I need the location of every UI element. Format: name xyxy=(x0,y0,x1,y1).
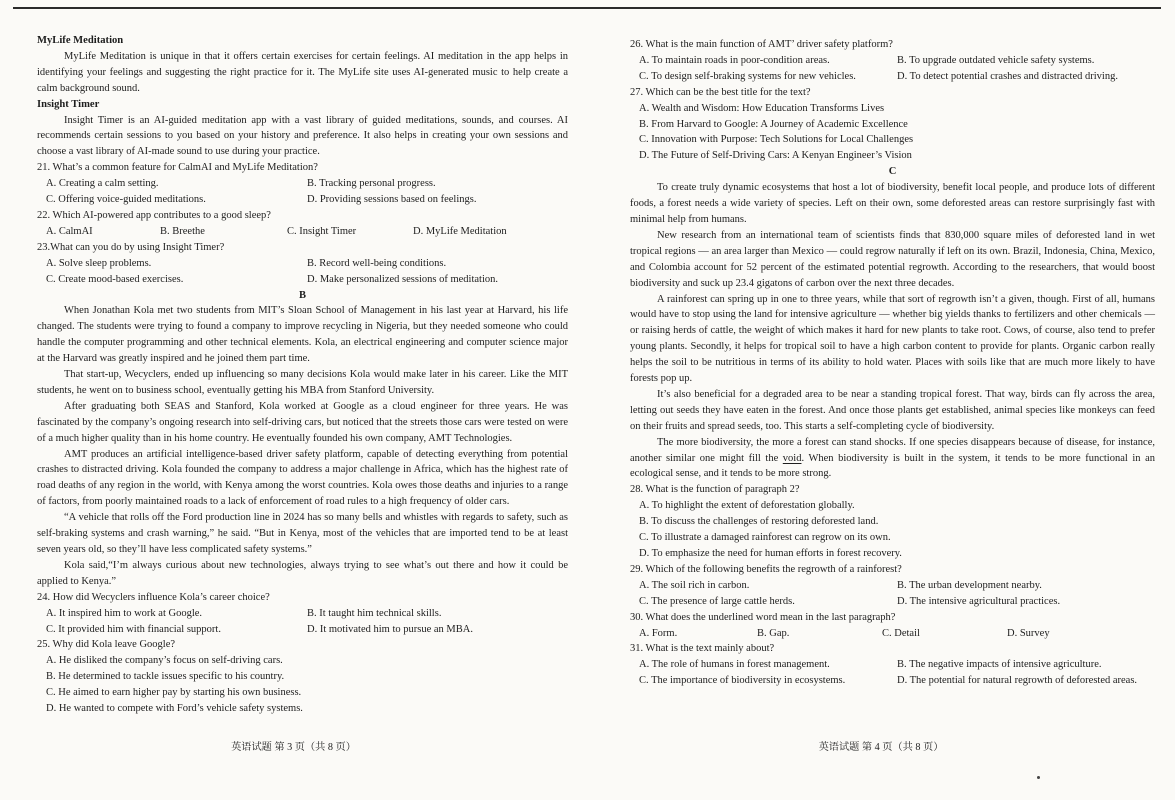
section-b-label: B xyxy=(298,289,306,301)
question-26-stem: 26. What is the main function of AMT’ driver safety platform? xyxy=(630,39,893,50)
question-21-option-b: B. Tracking personal progress. xyxy=(307,178,436,190)
question-29-option-a: A. The soil rich in carbon. xyxy=(639,579,750,591)
exam-page-3 xyxy=(0,0,587,800)
passage-b-paragraph-3: After graduating both SEAS and Stanford, Kola worked at Google as a cloud engineer for three years. He was fascinated by the company’s ongoing research into self-driving cars, but noticed that the streets those cars were tested on were of a much higher quality than in his home country. He eventually founded his own company, AMT Technologies. xyxy=(37,400,568,444)
question-31-option-b: B. The negative impacts of intensive agriculture. xyxy=(897,659,1102,671)
question-21-options xyxy=(37,176,568,208)
underlined-word-void: void xyxy=(782,452,802,464)
question-27-option-d: D. The Future of Self-Driving Cars: A Kenyan Engineer’s Vision xyxy=(639,150,912,162)
question-27-option-b: B. From Harvard to Google: A Journey of Academic Excellence xyxy=(639,118,908,130)
question-31-options xyxy=(630,657,1155,689)
question-23-option-c: C. Create mood-based exercises. xyxy=(46,273,184,285)
passage-b-paragraph-1: When Jonathan Kola met two students from MIT’s Sloan School of Management in his last year at Harvard, his life changed. The students were trying to found a company to improve recycling in Nigeria, but they needed someone who could handle the computer programming and other technical elements. Kola, an electrical engineering and computer science major at the Harvard was greatly inspired and he joined them part time. xyxy=(37,305,568,365)
question-24-options xyxy=(37,606,568,638)
question-30-options xyxy=(630,626,1155,642)
page-4-footer: 英语试题 第 4 页（共 8 页） xyxy=(818,742,944,754)
question-21-option-d: D. Providing sessions based on feelings. xyxy=(307,194,477,206)
question-22-option-a: A. CalmAI xyxy=(46,225,93,237)
question-22-stem: 22. Which AI-powered app contributes to a good sleep? xyxy=(37,209,271,221)
question-29-stem: 29. Which of the following benefits the regrowth of a rainforest? xyxy=(630,563,902,575)
question-21-option-c: C. Offering voice-guided meditations. xyxy=(46,194,206,206)
question-28-stem: 28. What is the function of paragraph 2? xyxy=(630,484,800,496)
passage-b-paragraph-6: Kola said,“I’m always curious about new technologies, always trying to see what’s out there and how it could be applied to Kenya.” xyxy=(37,559,568,587)
question-22-options xyxy=(37,224,568,240)
page-3-footer: 英语试题 第 3 页（共 8 页） xyxy=(231,742,356,754)
passage-c-paragraph-5 xyxy=(630,435,1155,483)
question-30-option-b: B. Gap. xyxy=(757,627,790,639)
question-24 xyxy=(37,590,568,638)
section-c-label: C xyxy=(888,166,897,178)
question-27 xyxy=(630,85,1155,165)
question-25-option-c: C. He aimed to earn higher pay by starting his own business. xyxy=(46,687,302,699)
question-22-option-b: B. Breethe xyxy=(160,225,205,237)
question-24-option-c: C. It provided him with financial support. xyxy=(46,623,221,635)
question-26-option-c: C. To design self-braking systems for new vehicles. xyxy=(639,70,856,82)
question-27-options xyxy=(630,101,1155,165)
question-30-stem: 30. What does the underlined word mean in the last paragraph? xyxy=(630,611,896,623)
question-25-options xyxy=(37,653,568,717)
question-27-option-c: C. Innovation with Purpose: Tech Solutions for Local Challenges xyxy=(639,134,914,146)
question-28-option-a: A. To highlight the extent of deforestation globally. xyxy=(639,500,855,512)
question-21 xyxy=(37,160,568,208)
question-27-stem: 27. Which can be the best title for the text? xyxy=(630,86,811,98)
question-23-option-d: D. Make personalized sessions of meditation. xyxy=(307,273,498,285)
question-24-stem: 24. How did Wecyclers influence Kola’s career choice? xyxy=(37,591,270,603)
question-31 xyxy=(630,641,1155,689)
question-25-option-b: B. He determined to tackle issues specific to his country. xyxy=(46,671,285,683)
question-29-options xyxy=(630,578,1155,610)
question-30-option-a: A. Form. xyxy=(639,627,678,639)
passage-c-paragraph-4: It’s also beneficial for a degraded area to be near a standing tropical forest. That way, birds can fly across the area, letting out seeds they have eaten in the forest. And once those plants get established, animal species like monkeys can feed on their fruits and spread seeds, too. This starts a self-completing cycle of biodiversity. xyxy=(630,388,1155,432)
question-31-option-c: C. The importance of biodiversity in ecosystems. xyxy=(639,675,846,687)
passage-b-paragraph-5: “A vehicle that rolls off the Ford production line in 2024 has so many bells and whistles with regards to safety, such as self-braking systems and crash warning,” he said. “But in Kenya, most of the vehicles that are imported tend to be at least seven years old, so they’ll have less complicated safety systems.” xyxy=(37,512,568,555)
question-24-option-a: A. It inspired him to work at Google. xyxy=(46,607,203,619)
passage-c-paragraph-2: New research from an international team of scientists finds that 830,000 square miles of deforested land in wet tropical regions — an area larger than Mexico — could regrow naturally if left on its own. Brazil, Indonesia, China, Mexico, and Colombia account for 52 percent of the estimated potential regrowth. According to the researchers, that would boost biodiversity and suck up 23.4 gigatons of carbon over the next three decades. xyxy=(630,229,1155,289)
question-25-option-d: D. He wanted to compete with Ford’s vehicle safety systems. xyxy=(46,703,303,715)
question-21-stem: 21. What’s a common feature for CalmAI and MyLife Meditation? xyxy=(37,162,318,174)
question-30 xyxy=(630,610,1155,642)
passage-c-paragraph-1: To create truly dynamic ecosystems that host a lot of biodiversity, benefit local people, and produce lots of different foods, a forest needs a wide variety of species. Left on their own, some deforested areas can restore surprisingly fast with minimal help from humans. xyxy=(630,182,1155,225)
question-26-options xyxy=(630,53,1155,85)
question-24-option-b: B. It taught him technical skills. xyxy=(307,607,442,619)
question-23-option-a: A. Solve sleep problems. xyxy=(46,257,152,269)
question-29-option-c: C. The presence of large cattle herds. xyxy=(639,595,795,607)
question-25-stem: 25. Why did Kola leave Google? xyxy=(37,639,176,651)
question-21-option-a: A. Creating a calm setting. xyxy=(46,178,159,190)
question-28-option-b: B. To discuss the challenges of restoring deforested land. xyxy=(639,516,879,528)
question-27-option-a: A. Wealth and Wisdom: How Education Transforms Lives xyxy=(639,102,885,114)
question-28-option-c: C. To illustrate a damaged rainforest can regrow on its own. xyxy=(639,532,891,544)
question-23-stem: 23.What can you do by using Insight Timer? xyxy=(37,241,225,253)
question-26-option-b: B. To upgrade outdated vehicle safety systems. xyxy=(897,54,1095,66)
passage-c-paragraph-3: A rainforest can spring up in one to three years, while that sort of regrowth isn’t a given, though. First of all, humans would have to stop using the land for intensive agriculture — whether big yields thanks to fertilizers and other chemicals — or raising herds of cattle, the weight of which makes it hard for new plants to take root. Cows, of course, also tend to prefer young plants. Secondly, it helps for tropical soil to have a high carbon content to provide for plants. Organic carbon really helps the soil to be nutritious in terms of its ability to hold water. Places with soils like that are much more likely to have forests pop up. xyxy=(630,293,1155,385)
question-26-option-a: A. To maintain roads in poor-condition areas. xyxy=(639,54,830,66)
passage-b-paragraph-4: AMT produces an artificial intelligence-based driver safety platform, capable of detecting everything from potential crashes to distracted driving. Kola founded the company to address a major challenge in Africa, which has the highest rate of road deaths of any region in the world, with Kenya among the worst countries. Kola owes those deaths and injuries to a range of factors, from poorly maintained roads to a lack of enforcement of road rules to a high frequency of older cars. xyxy=(37,448,568,508)
heading-insight-timer: Insight Timer xyxy=(37,98,100,110)
paragraph-mylife: MyLife Meditation is unique in that it offers certain exercises for certain feelings. AI meditation in the app helps in identifying your feelings and suggesting the right practice for it. The MyLife site uses AI-generated music to help create a calm background sound. xyxy=(37,50,568,94)
exam-page-4 xyxy=(587,0,1175,800)
question-31-option-a: A. The role of humans in forest management. xyxy=(639,659,830,671)
question-23-options xyxy=(37,256,568,288)
question-22-option-d: D. MyLife Meditation xyxy=(413,225,507,237)
question-30-option-d: D. Survey xyxy=(1007,627,1050,639)
passage-c-final-before: The more biodiversity, the more a forest can stand shocks. If one species disappears because of disease, for instance, another similar one might fill the xyxy=(630,436,1155,464)
question-26 xyxy=(630,37,1155,85)
question-24-option-d: D. It motivated him to pursue an MBA. xyxy=(307,623,473,635)
question-25 xyxy=(37,637,568,717)
question-25-option-a: A. He disliked the company’s focus on self-driving cars. xyxy=(46,655,283,667)
paragraph-insight: Insight Timer is an AI-guided meditation app with a vast library of guided meditations, sounds, and courses. AI recommends certain sessions to you based on your history and preference. It also helps in creating your own sessions and choose a vast library of AI-made sound to use during your practice. xyxy=(37,114,568,158)
question-29-option-b: B. The urban development nearby. xyxy=(897,579,1042,591)
question-26-option-d: D. To detect potential crashes and distracted driving. xyxy=(897,70,1118,82)
passage-b-paragraph-2: That start-up, Wecyclers, ended up influencing so many decisions Kola would make later in his career. Like the MIT students, he went on to business school, eventually getting his MBA from Stanford University. xyxy=(37,369,568,396)
question-29 xyxy=(630,562,1155,610)
question-31-option-d: D. The potential for natural regrowth of deforested areas. xyxy=(897,675,1138,687)
question-28-option-d: D. To emphasize the need for human efforts in forest recovery. xyxy=(639,548,902,559)
question-31-stem: 31. What is the text mainly about? xyxy=(630,643,775,655)
question-28-options xyxy=(630,498,1155,562)
heading-mylife-meditation: MyLife Meditation xyxy=(37,35,124,46)
passage-c-final-after: . When biodiversity is built in the system, it tends to be more functional in an ecological sense, and it tends to be more strong. xyxy=(630,452,1155,480)
question-29-option-d: D. The intensive agricultural practices. xyxy=(897,595,1061,607)
question-22-option-c: C. Insight Timer xyxy=(287,225,357,237)
question-30-option-c: C. Detail xyxy=(882,627,920,639)
question-23-option-b: B. Record well-being conditions. xyxy=(307,257,447,269)
question-22 xyxy=(37,208,568,240)
question-28 xyxy=(630,482,1155,562)
question-23 xyxy=(37,240,568,288)
